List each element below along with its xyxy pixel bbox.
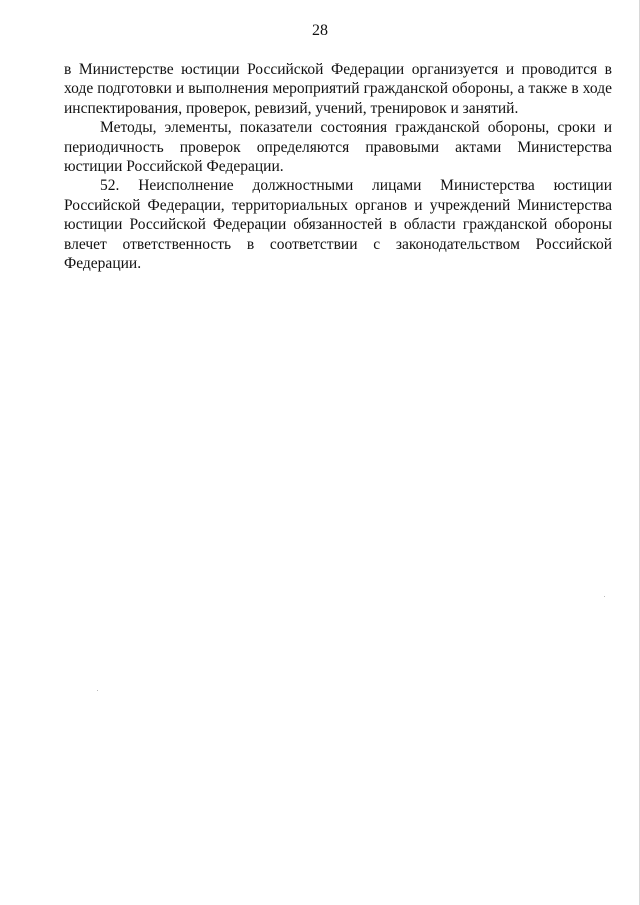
paragraph-continuation: в Министерстве юстиции Российской Федерации организуется и проводится в ходе подготовки и выполнения мероприятий гражданской обороны, а также в ходе инспектирования, проверок, ревизий, учений, тренировок и занятий.	[64, 61, 612, 117]
page-number: 28	[312, 22, 328, 39]
paragraph-item-52: 52. Неисполнение должностными лицами Министерства юстиции Российской Федерации, территориальных органов и учреждений Министерства юстиции Российской Федерации обязанностей в области гражданской обороны влечет ответственность в соответствии с законодательством Российской Федерации.	[64, 177, 612, 273]
scan-speck	[97, 690, 98, 691]
paragraph-inspection-methods: Методы, элементы, показатели состояния гражданской обороны, сроки и периодичность проверок определяются правовыми актами Министерства юстиции Российской Федерации.	[64, 119, 612, 176]
document-body	[64, 60, 612, 273]
scan-speck	[604, 596, 605, 597]
